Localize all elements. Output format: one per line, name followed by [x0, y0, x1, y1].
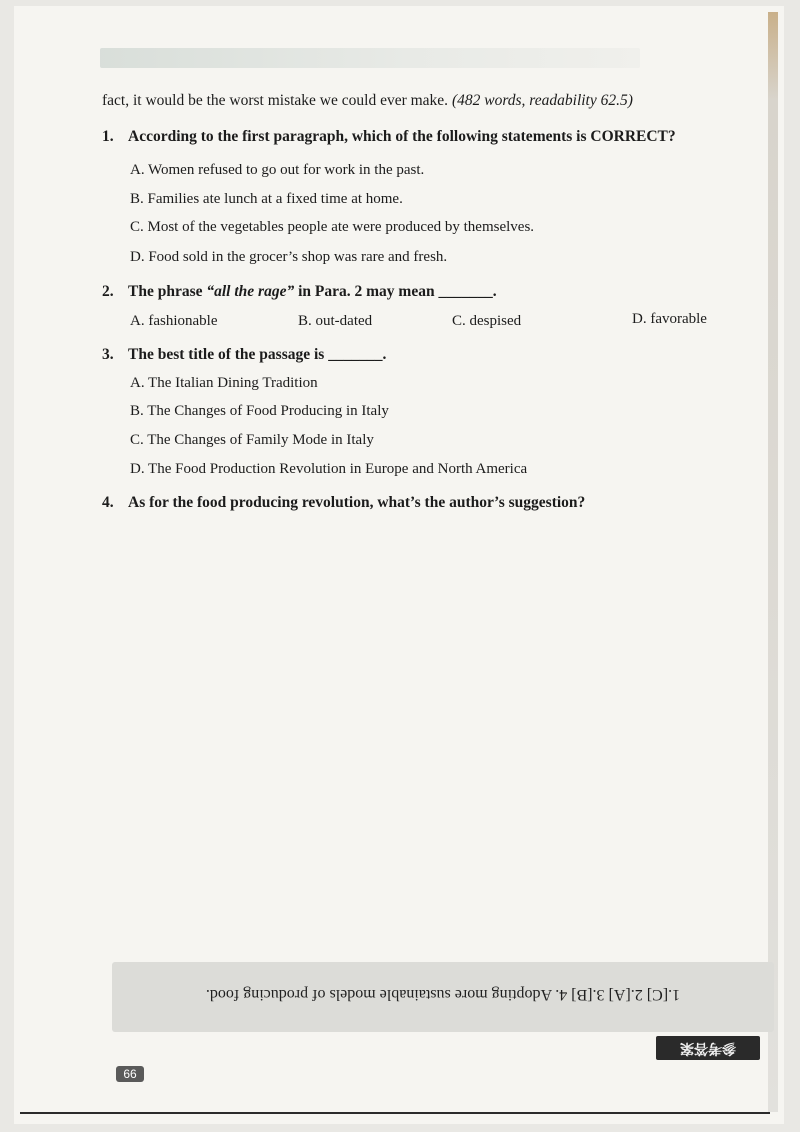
question-3 — [102, 346, 386, 364]
q1-option-d: D. Food sold in the grocer’s shop was rare and fresh. — [130, 249, 448, 265]
question-text: According to the first paragraph, which of the following statements is CORRECT? — [128, 128, 676, 145]
q1-option-b: B. Families ate lunch at a fixed time at home. — [130, 191, 403, 207]
closing-sentence: fact, it would be the worst mistake we could ever make. — [102, 92, 449, 109]
passage-closing-line — [102, 92, 633, 110]
word-count-note: (482 words, readability 62.5) — [451, 92, 633, 109]
q2-option-a: A. fashionable — [130, 313, 218, 329]
question-2 — [102, 283, 497, 301]
q2-option-c: C. despised — [452, 313, 522, 329]
q1-option-a: A. Women refused to go out for work in the past. — [130, 162, 425, 178]
q3-option-a: A. The Italian Dining Tradition — [130, 375, 318, 391]
question-number: 1. — [102, 128, 114, 145]
question-phrase: “all the rage” — [206, 283, 295, 300]
answer-key-badge: 参考答案 — [656, 1036, 760, 1060]
question-text: As for the food producing revolution, what’s the author’s suggestion? — [128, 494, 586, 511]
question-text: The best title of the passage is _______. — [128, 346, 387, 363]
question-number: 4. — [102, 494, 114, 511]
question-text-prefix: The phrase — [128, 283, 207, 300]
question-text-suffix: in Para. 2 may mean _______. — [294, 283, 497, 300]
page-number: 66 — [116, 1066, 144, 1082]
q2-option-d: D. favorable — [632, 311, 707, 327]
q3-option-c: C. The Changes of Family Mode in Italy — [130, 432, 374, 448]
question-4 — [102, 494, 585, 512]
q1-option-c: C. Most of the vegetables people ate were produced by themselves. — [130, 219, 535, 235]
q2-option-b: B. out-dated — [298, 313, 373, 329]
running-header-band — [100, 48, 640, 68]
question-number: 2. — [102, 283, 114, 300]
answer-key-text: 1.[C] 2.[A] 3.[B] 4. Adopting more sustainable models of producing food. — [205, 986, 681, 1003]
q3-option-d: D. The Food Production Revolution in Europe and North America — [130, 461, 528, 477]
bottom-rule — [20, 1112, 770, 1114]
question-number: 3. — [102, 346, 114, 363]
q3-option-b: B. The Changes of Food Producing in Italy — [130, 403, 389, 419]
question-1 — [102, 128, 676, 146]
